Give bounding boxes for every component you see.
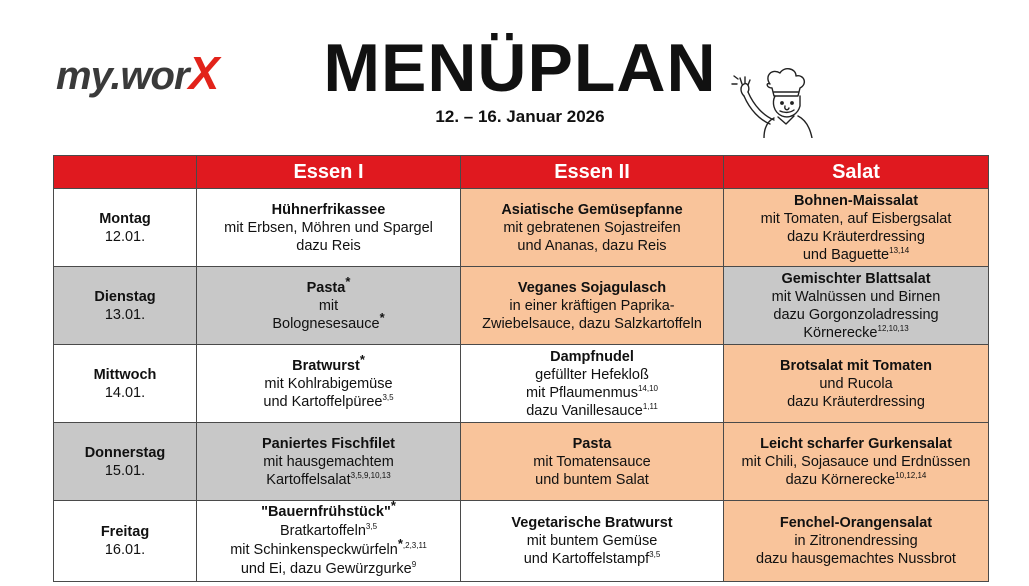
day-date: 13.01. — [104, 306, 146, 323]
dish-line: in Zitronendressing — [794, 533, 918, 549]
dish-line: mit Tomaten, auf Eisbergsalat — [760, 210, 952, 227]
dish-line-text: Bolognesesauce — [272, 315, 380, 332]
chef-icon — [730, 66, 820, 138]
allergen-codes: 3,5 — [382, 392, 394, 402]
allergen-codes: 9 — [411, 560, 417, 570]
dish-line — [728, 471, 984, 489]
dish-line: in einer kräftigen Paprika- — [509, 297, 675, 314]
table-row-montag — [54, 189, 989, 267]
dish-line-text: und Kartoffelpüree — [263, 393, 383, 410]
allergen-codes: ,2,3,11 — [402, 541, 427, 551]
dish-line — [728, 246, 984, 264]
essen-1-cell — [197, 423, 461, 501]
dish-title: Brotsalat mit Tomaten — [779, 357, 932, 374]
dish-line-text: Kartoffelsalat — [266, 471, 351, 488]
day-cell — [54, 189, 197, 267]
allergen-codes: 3,5 — [649, 550, 661, 560]
dish-line-text: Körnerecke — [803, 324, 878, 341]
day-cell — [54, 345, 197, 423]
allergen-codes: 10,12,14 — [895, 470, 927, 480]
salat-cell — [724, 501, 989, 582]
day-name: Freitag — [100, 524, 150, 540]
dish-line-text: dazu Körnerecke — [785, 471, 896, 488]
day-date: 15.01. — [104, 462, 146, 479]
dish-line: Zwiebelsauce, dazu Salzkartoffeln — [482, 315, 702, 332]
dish-line — [201, 560, 456, 579]
salat-cell — [724, 189, 989, 267]
dish-title: Leicht scharfer Gurkensalat — [760, 435, 952, 452]
dish-title: Dampfnudel — [550, 348, 634, 365]
dish-line: mit Tomatensauce — [533, 453, 651, 470]
day-cell — [54, 501, 197, 582]
dish-line: und Rucola — [819, 375, 893, 392]
additive-marker: * — [359, 351, 365, 367]
dish-line: mit hausgemachtem — [263, 453, 394, 470]
salat-cell — [724, 267, 989, 345]
allergen-codes: 14,10 — [637, 383, 659, 393]
allergen-codes: 3,5,9,10,13 — [350, 470, 391, 480]
allergen-codes: 12,10,13 — [877, 323, 909, 333]
dish-title: Veganes Sojagulasch — [517, 279, 667, 296]
additive-marker: * — [397, 536, 403, 552]
header-essen-1: Essen I — [197, 156, 461, 189]
dish-line: dazu Reis — [296, 237, 361, 254]
dish-title: Gemischter Blattsalat — [781, 270, 931, 287]
essen-1-cell — [197, 345, 461, 423]
dish-title: Paniertes Fischfilet — [262, 435, 395, 452]
additive-marker: * — [345, 273, 351, 289]
table-row-freitag — [54, 501, 989, 582]
dish-line-text: Bratkartoffeln — [279, 523, 366, 539]
dish-title: Asiatische Gemüsepfanne — [501, 201, 683, 218]
essen-1-cell — [197, 267, 461, 345]
essen-2-cell — [461, 267, 724, 345]
dish-line: mit — [318, 297, 339, 314]
dish-title-text: Pasta — [306, 279, 346, 296]
menu-header-row — [54, 156, 989, 189]
dish-line-text: mit Pflaumenmus — [525, 384, 638, 401]
header-day-column — [54, 156, 197, 189]
dish-line: dazu Kräuterdressing — [787, 228, 925, 245]
dish-title: Vegetarische Bratwurst — [511, 515, 673, 531]
day-name: Mittwoch — [93, 366, 157, 383]
dish-line: und buntem Salat — [535, 471, 649, 488]
dish-line — [201, 393, 456, 411]
dish-line-text: und Kartoffelstampf — [523, 551, 650, 567]
dish-line: und Ananas, dazu Reis — [517, 237, 667, 254]
day-cell — [54, 267, 197, 345]
dish-line: mit gebratenen Sojastreifen — [503, 219, 681, 236]
dish-line — [201, 471, 456, 489]
logo-x: X — [188, 47, 219, 99]
header-salat: Salat — [724, 156, 989, 189]
header-essen-2: Essen II — [461, 156, 724, 189]
table-row-dienstag — [54, 267, 989, 345]
dish-title-text: Bratwurst — [292, 357, 360, 374]
salat-cell — [724, 345, 989, 423]
essen-1-cell — [197, 498, 461, 582]
day-date: 16.01. — [104, 542, 146, 558]
day-name: Dienstag — [94, 288, 156, 305]
essen-1-cell — [197, 189, 461, 267]
page-title: MENÜPLAN — [323, 30, 717, 106]
essen-2-cell — [461, 189, 724, 267]
dish-title: Fenchel-Orangensalat — [779, 515, 933, 531]
dish-line-text: dazu Vanillesauce — [526, 402, 643, 419]
day-name: Montag — [99, 210, 151, 227]
dish-title — [201, 351, 456, 375]
dish-line: dazu Kräuterdressing — [787, 393, 925, 410]
day-cell — [54, 423, 197, 501]
dish-line — [465, 550, 719, 568]
additive-marker: * — [390, 498, 396, 514]
dish-line: mit Kohlrabigemüse — [264, 375, 393, 392]
dish-line — [201, 309, 456, 333]
dish-line: gefüllter Hefekloß — [535, 366, 649, 383]
dish-line-text: mit Schinkenspeckwürfeln — [230, 542, 398, 558]
essen-2-cell — [461, 501, 724, 582]
dish-line — [465, 384, 719, 402]
dish-line: dazu Gorgonzoladressing — [773, 306, 939, 323]
dish-title: Pasta — [572, 435, 612, 452]
dish-title — [201, 273, 456, 297]
dish-line: mit Erbsen, Möhren und Spargel — [224, 219, 433, 236]
dish-title-text: "Bauernfrühstück" — [261, 504, 391, 520]
table-row-mittwoch — [54, 345, 989, 423]
dish-title: Bohnen-Maissalat — [793, 192, 919, 209]
essen-2-cell — [461, 345, 724, 423]
dish-line — [465, 402, 719, 420]
day-name: Donnerstag — [84, 444, 166, 461]
day-date: 14.01. — [104, 384, 146, 401]
date-range: 12. – 16. Januar 2026 — [435, 107, 605, 126]
additive-marker: * — [379, 309, 385, 325]
dish-line — [201, 536, 456, 560]
table-row-donnerstag — [54, 423, 989, 501]
salat-cell — [724, 423, 989, 501]
allergen-codes: 1,11 — [642, 401, 658, 411]
dish-line — [201, 522, 456, 541]
essen-2-cell — [461, 423, 724, 501]
dish-line: mit Walnüssen und Birnen — [771, 288, 941, 305]
dish-line: mit Chili, Sojasauce und Erdnüssen — [741, 453, 971, 470]
dish-line: mit buntem Gemüse — [526, 533, 658, 549]
dish-line-text: und Ei, dazu Gewürzgurke — [240, 561, 412, 577]
logo-text: my.wor — [56, 54, 189, 98]
allergen-codes: 3,5 — [365, 522, 378, 532]
dish-line — [728, 324, 984, 342]
dish-title — [201, 498, 456, 522]
day-date: 12.01. — [104, 228, 146, 245]
dish-line: dazu hausgemachtes Nussbrot — [756, 551, 956, 567]
dish-line-text: und Baguette — [802, 246, 890, 263]
company-logo — [56, 47, 219, 99]
dish-title: Hühnerfrikassee — [271, 201, 386, 218]
menu-table — [53, 155, 989, 582]
allergen-codes: 13,14 — [889, 245, 910, 255]
